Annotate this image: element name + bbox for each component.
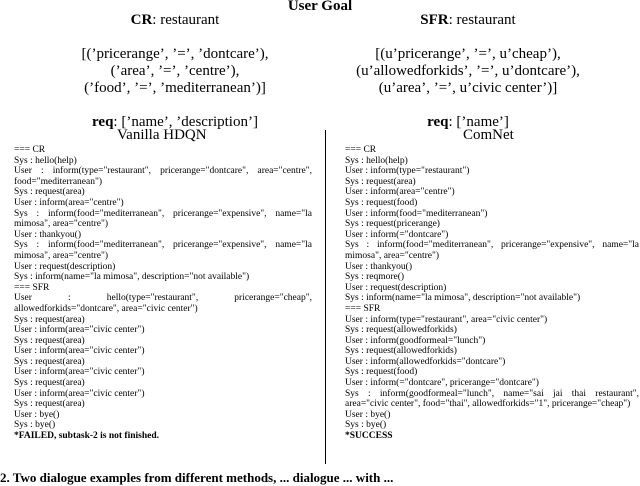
figure-title: User Goal <box>287 0 353 14</box>
right-goal-header <box>318 12 618 29</box>
left-goal <box>40 12 310 131</box>
dialogue-line: Sys : request(food) <box>345 197 418 208</box>
dialogue-line: Sys : bye() <box>14 420 56 431</box>
dialogue-line: User : bye() <box>345 409 391 420</box>
right-req-values: : [’name’] <box>448 114 509 130</box>
dialogue-line: User : inform(area="civic center") <box>14 325 145 336</box>
dialogue-line: Sys : hello(help) <box>345 155 408 166</box>
dialogue-line: Sys : request(allowedforkids) <box>345 346 457 357</box>
dialogue-line: Sys : inform(food="mediterranean", pricerange="expensive", name="la mimosa", area="centre") <box>14 208 312 230</box>
left-req-label: req <box>92 114 114 130</box>
dialogue-line: User : inform(area="centre") <box>14 197 124 208</box>
dialogue-line: Sys : request(area) <box>14 356 85 367</box>
dialogue-line: User : thankyou() <box>345 261 413 272</box>
dialogue-line: User : thankyou() <box>14 229 82 240</box>
dialogue-line: User : bye() <box>14 409 60 420</box>
right-dialogue <box>345 145 639 442</box>
dialogue-line: User : inform(="dontcare", pricerange="dontcare") <box>345 378 539 389</box>
dialogue-line: User : inform(area="civic center") <box>14 367 145 378</box>
dialogue-line: User : hello(type="restaurant", pricerange="cheap", allowedforkids="dontcare", area="civic center") <box>14 293 312 314</box>
dialogue-line: User : inform(="dontcare") <box>345 229 449 240</box>
dialogue-line: User : inform(area="civic center") <box>14 346 145 357</box>
dialogue-line: User : request(description) <box>14 261 116 272</box>
left-req-values: : [’name’, ’description’] <box>113 114 258 130</box>
dialogue-line: === SFR <box>14 282 50 293</box>
dialogue-line: === CR <box>345 145 377 155</box>
right-slot-2: (u’allowedforkids’, ’=’, u’dontcare’), <box>356 63 580 79</box>
dialogue-line: Sys : inform(food="mediterranean", pricerange="expensive", name="la mimosa", area="centre") <box>345 240 639 261</box>
dialogue-line: Sys : inform(goodformeal="lunch", name="sai jai thai restaurant", area="civic center", food="thai", allowedforkids="1", pricerange="cheap") <box>345 388 639 410</box>
dialogue-line: === SFR <box>345 303 381 314</box>
left-method-title: Vanilla HDQN <box>117 127 207 143</box>
dialogue-line: User : inform(type="restaurant", pricerange="dontcare", area="centre", food="mediterranean") <box>14 166 312 187</box>
dialogue-line: Sys : inform(food="mediterranean", pricerange="expensive", name="la mimosa", area="centre") <box>14 240 312 261</box>
dialogue-line: *FAILED, subtask-2 is not finished. <box>14 431 160 442</box>
dialogue-line: === CR <box>14 145 46 155</box>
left-dialogue <box>14 145 312 442</box>
left-slot-3: (’food’, ’=’, ’mediterranean’)] <box>84 80 266 96</box>
dialogue-line: User : inform(allowedforkids="dontcare") <box>345 356 506 367</box>
dialogue-line: Sys : reqmore() <box>345 272 405 283</box>
dialogue-line: Sys : request(area) <box>345 176 416 187</box>
right-domain: SFR <box>420 12 449 28</box>
right-slot-3: (u’area’, ’=’, u’civic center’)] <box>378 80 558 96</box>
dialogue-line: Sys : hello(help) <box>14 155 77 166</box>
dialogue-line: Sys : bye() <box>345 420 387 431</box>
right-domain-rest: : restaurant <box>448 12 516 28</box>
dialogue-line: User : inform(type="restaurant") <box>345 166 470 177</box>
dialogue-line: Sys : request(allowedforkids) <box>345 325 457 336</box>
dialogue-line: Sys : inform(name="la mimosa", description="not available") <box>345 293 581 304</box>
left-domain-rest: : restaurant <box>152 12 220 28</box>
right-method-title: ComNet <box>463 127 514 143</box>
left-slot-1: [(’pricerange’, ’=’, ’dontcare’), <box>81 46 269 62</box>
dialogue-line: Sys : request(pricerange) <box>345 219 440 230</box>
dialogue-line: Sys : request(area) <box>14 314 85 325</box>
right-goal <box>318 12 618 131</box>
dialogue-line: Sys : request(area) <box>14 378 85 389</box>
dialogue-line: *SUCCESS <box>345 431 393 442</box>
dialogue-line: Sys : request(food) <box>345 367 418 378</box>
dialogue-line: User : inform(area="centre") <box>345 187 455 198</box>
figure-caption <box>0 470 393 486</box>
dialogue-line: Sys : request(area) <box>14 187 85 198</box>
dialogue-line: User : inform(goodformeal="lunch") <box>345 335 486 346</box>
left-domain: CR <box>130 12 153 28</box>
dialogue-line: User : inform(area="civic center") <box>14 388 145 399</box>
dialogue-line: Sys : request(area) <box>14 399 85 410</box>
dialogue-line: User : inform(food="mediterranean") <box>345 208 488 219</box>
right-slot-1: [(u’pricerange’, ’=’, u’cheap’), <box>375 46 561 62</box>
caption-number: 2. Two dialogue examples from different methods, ... dialogue ... with ... <box>0 470 394 485</box>
dialogue-line: User : inform(type="restaurant", area="civic center") <box>345 314 548 325</box>
column-divider <box>325 130 326 464</box>
left-slot-2: (’area’, ’=’, ’centre’), <box>110 63 240 79</box>
dialogue-line: Sys : request(area) <box>14 335 85 346</box>
dialogue-line: User : request(description) <box>345 282 447 293</box>
right-req-label: req <box>427 114 449 130</box>
left-goal-header <box>40 12 310 29</box>
dialogue-line: Sys : inform(name="la mimosa", description="not available") <box>14 272 250 283</box>
